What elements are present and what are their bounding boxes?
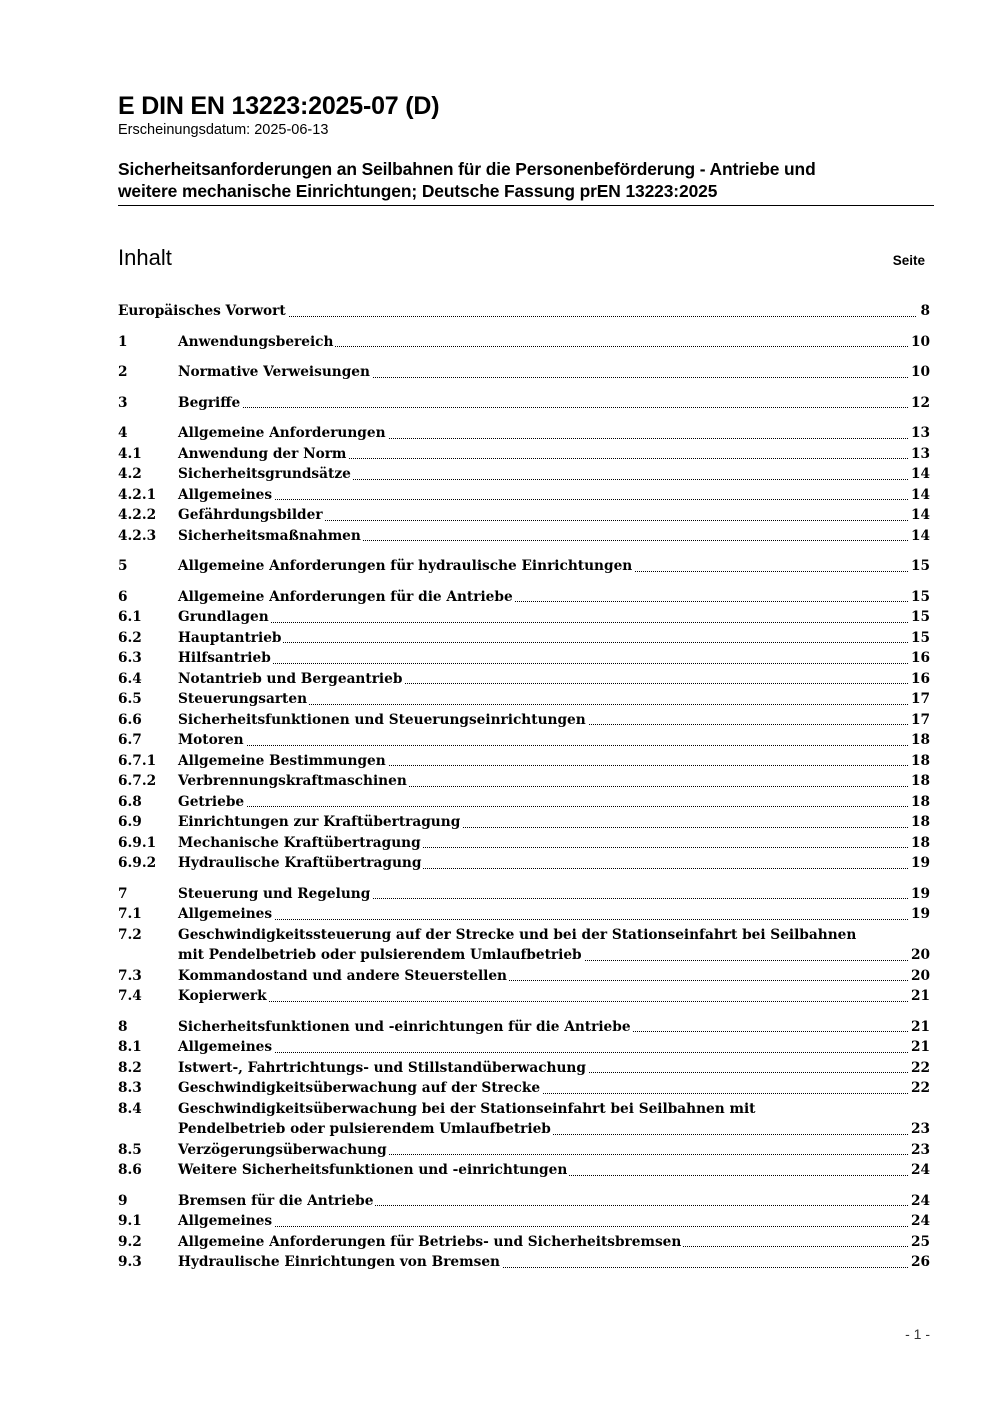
toc-entry-number: 7.4	[118, 988, 142, 1004]
toc-entry-number: 9.2	[118, 1233, 142, 1250]
toc-entry-title: Geschwindigkeitsüberwachung auf der Strecke	[178, 1078, 542, 1099]
toc-entry-number: 7.3	[118, 967, 142, 984]
toc-entry[interactable]	[118, 1017, 930, 1038]
toc-entry[interactable]	[118, 986, 930, 1007]
toc-entry[interactable]	[118, 393, 930, 414]
toc-entry[interactable]	[118, 1191, 930, 1212]
toc-entry-line	[118, 884, 930, 905]
toc-entry-line	[118, 393, 930, 414]
toc-entry-number: 6.2	[118, 629, 142, 646]
toc-entry-title: Anwendungsbereich	[178, 332, 335, 353]
toc-entry[interactable]	[118, 607, 930, 628]
toc-entry-page: 15	[908, 556, 930, 577]
toc-entry-line	[118, 689, 930, 710]
toc-entry-page: 16	[908, 669, 930, 690]
toc-entry-number: 8.4	[118, 1100, 142, 1117]
toc-entry[interactable]	[118, 792, 930, 813]
toc-entry-number: 3	[118, 394, 128, 411]
toc-entry-page: 23	[908, 1119, 930, 1140]
toc-entry[interactable]	[118, 730, 930, 751]
toc-entry-line	[118, 485, 930, 506]
toc-entry-line	[118, 1058, 930, 1079]
toc-entry-page: 8	[917, 301, 930, 322]
toc-entry-number: 9	[118, 1192, 128, 1209]
toc-entry-number: 5	[118, 558, 128, 574]
toc-entry-line	[118, 526, 930, 547]
toc-entry-page: 22	[908, 1058, 930, 1079]
toc-entry-number: 6.9	[118, 814, 142, 830]
toc-entry-title: Grundlagen	[178, 607, 271, 628]
toc-entry-title: Getriebe	[178, 792, 246, 813]
document-title-line: Sicherheitsanforderungen an Seilbahnen für die Personenbeförderung - Antriebe und	[118, 159, 816, 179]
toc-entry-line	[118, 669, 930, 690]
publication-date: Erscheinungsdatum: 2025-06-13	[118, 122, 329, 138]
toc-entry-line	[118, 771, 930, 792]
toc-entry-title: Allgemeine Bestimmungen	[178, 751, 388, 772]
toc-entry-title: Sicherheitsfunktionen und -einrichtungen für die Antriebe	[178, 1017, 633, 1038]
toc-entry-page: 16	[908, 648, 930, 669]
toc-entry-line	[118, 464, 930, 485]
toc-entry-page: 24	[908, 1191, 930, 1212]
toc-entry-page: 10	[908, 332, 930, 353]
toc-entry-title: Europäisches Vorwort	[118, 301, 288, 322]
toc-entry-line	[118, 1232, 930, 1253]
toc-entry-line	[118, 853, 930, 874]
toc-entry-line	[118, 505, 930, 526]
toc-entry-number: 7.2	[118, 926, 142, 943]
toc-entry-number: 6.3	[118, 650, 142, 666]
toc-entry-title: Sicherheitsmaßnahmen	[178, 526, 363, 547]
toc-entry-page: 23	[908, 1140, 930, 1161]
toc-entry-line	[118, 904, 930, 925]
toc-entry-title: Einrichtungen zur Kraftübertragung	[178, 812, 462, 833]
toc-heading: Inhalt	[118, 245, 172, 270]
toc-entry-line	[118, 812, 930, 833]
toc-entry-title: Gefährdungsbilder	[178, 505, 325, 526]
toc-entry-page: 15	[908, 628, 930, 649]
toc-entry-page: 18	[908, 833, 930, 854]
toc-entry-line	[118, 710, 930, 731]
toc-entry-page: 14	[908, 526, 930, 547]
toc-entry-page: 17	[908, 710, 930, 731]
toc-entry-page: 12	[908, 393, 930, 414]
toc-entry[interactable]	[118, 669, 930, 690]
toc-entry-line	[118, 607, 930, 628]
toc-entry-number: 8.5	[118, 1141, 142, 1158]
toc-entry-title: Bremsen für die Antriebe	[178, 1191, 375, 1212]
toc-entry-number: 4.2.3	[118, 527, 157, 544]
toc-entry[interactable]	[118, 485, 930, 506]
toc-entry[interactable]	[118, 884, 930, 905]
toc-entry-title: Allgemeine Anforderungen für Betriebs- und Sicherheitsbremsen	[178, 1232, 683, 1253]
toc-entry-title: Weitere Sicherheitsfunktionen und -einrichtungen	[178, 1160, 569, 1181]
toc-entry-page: 14	[908, 464, 930, 485]
toc-entry[interactable]	[118, 505, 930, 526]
toc-entry-page: 13	[908, 444, 930, 465]
toc-entry[interactable]	[118, 904, 930, 925]
toc-entry[interactable]	[118, 925, 930, 966]
toc-entry-line	[118, 556, 930, 577]
toc-entry-title: Istwert-, Fahrtrichtungs- und Stillstandüberwachung	[178, 1058, 588, 1079]
toc-entry-line	[118, 1119, 930, 1140]
toc-entry[interactable]	[118, 1099, 930, 1140]
toc-entry-page: 24	[908, 1211, 930, 1232]
toc-entry[interactable]	[118, 628, 930, 649]
toc-entry-title: Sicherheitsgrundsätze	[178, 464, 353, 485]
toc-entry-page: 25	[908, 1232, 930, 1253]
toc-entry-page: 18	[908, 730, 930, 751]
toc-entry[interactable]	[118, 1252, 930, 1273]
toc-entry-line	[118, 730, 930, 751]
toc-entry-title: Pendelbetrieb oder pulsierendem Umlaufbetrieb	[178, 1119, 553, 1140]
toc-page-column-label: Seite	[892, 253, 925, 268]
toc-entry-line	[118, 628, 930, 649]
toc-entry-number: 8.2	[118, 1059, 142, 1076]
toc-entry[interactable]	[118, 332, 930, 353]
document-title-line: weitere mechanische Einrichtungen; Deutsche Fassung prEN 13223:2025	[118, 181, 718, 201]
toc-entry-line	[118, 833, 930, 854]
toc-entry-title: mit Pendelbetrieb oder pulsierendem Umlaufbetrieb	[178, 945, 584, 966]
toc-entry-number: 6.7.2	[118, 773, 157, 789]
toc-entry-title: Kopierwerk	[178, 986, 269, 1007]
toc-entry-number: 6.6	[118, 711, 142, 728]
toc-entry[interactable]	[118, 556, 930, 577]
toc-entry-title: Verbrennungskraftmaschinen	[178, 771, 409, 792]
toc-entry-title: Hilfsantrieb	[178, 648, 273, 669]
toc-entry-number: 6.7	[118, 732, 142, 748]
toc-entry-title: Allgemeine Anforderungen	[178, 423, 388, 444]
toc-entry[interactable]	[118, 587, 930, 608]
toc-entry[interactable]	[118, 689, 930, 710]
toc-entry-title: Sicherheitsfunktionen und Steuerungseinrichtungen	[178, 710, 588, 731]
toc-entry-number: 6.5	[118, 691, 142, 707]
toc-entry-number: 4.2.1	[118, 486, 157, 503]
toc-entry-number: 8.3	[118, 1080, 142, 1096]
toc-entry-number: 6.4	[118, 670, 142, 687]
toc-entry-number: 8	[118, 1018, 128, 1035]
toc-entry[interactable]	[118, 1078, 930, 1099]
toc-entry-page: 21	[908, 1017, 930, 1038]
toc-entry[interactable]	[118, 526, 930, 547]
toc-entry-number: 6.1	[118, 609, 142, 625]
toc-entry-page: 14	[908, 505, 930, 526]
toc-entry-line	[118, 1211, 930, 1232]
toc-entry[interactable]	[118, 812, 930, 833]
toc-entry[interactable]	[118, 1232, 930, 1253]
toc-entry-page: 21	[908, 986, 930, 1007]
toc-entry-page: 18	[908, 792, 930, 813]
toc-entry[interactable]	[118, 833, 930, 854]
toc-entry-page: 20	[908, 945, 930, 966]
toc-entry[interactable]	[118, 464, 930, 485]
toc-entry-title: Normative Verweisungen	[178, 362, 372, 383]
toc-entry-page: 15	[908, 607, 930, 628]
toc-entry-number: 9.1	[118, 1213, 142, 1229]
toc-entry-line	[118, 1099, 930, 1120]
toc-entry[interactable]	[118, 423, 930, 444]
toc-entry-number: 7.1	[118, 906, 142, 922]
toc-entry[interactable]	[118, 1037, 930, 1058]
toc-entry-number: 4.2.2	[118, 507, 157, 523]
toc-entry-title: Kommandostand und andere Steuerstellen	[178, 966, 509, 987]
toc-entry-page: 24	[908, 1160, 930, 1181]
toc-entry-page: 13	[908, 423, 930, 444]
toc-entry-number: 4.1	[118, 445, 142, 462]
toc-entry-title: Allgemeines	[178, 1037, 274, 1058]
toc-entry-title: Allgemeines	[178, 1211, 274, 1232]
toc-entry-title: Mechanische Kraftübertragung	[178, 833, 423, 854]
toc-entry[interactable]	[118, 362, 930, 383]
toc-entry[interactable]	[118, 966, 930, 987]
toc-entry-line	[118, 792, 930, 813]
toc-entry-page: 26	[908, 1252, 930, 1273]
toc-entry-title: Notantrieb und Bergeantrieb	[178, 669, 404, 690]
toc-entry-page: 15	[908, 587, 930, 608]
toc-entry-page: 20	[908, 966, 930, 987]
toc-entry-line	[118, 925, 930, 946]
toc-entry-title: Motoren	[178, 730, 246, 751]
toc-entry-number: 4.2	[118, 466, 142, 482]
toc-entry-page: 10	[908, 362, 930, 383]
toc-entry[interactable]	[118, 1058, 930, 1079]
toc-entry[interactable]	[118, 1211, 930, 1232]
toc-entry-title: Steuerung und Regelung	[178, 884, 372, 905]
toc-entry[interactable]	[118, 853, 930, 874]
toc-entry-page: 18	[908, 771, 930, 792]
toc-entry-page: 17	[908, 689, 930, 710]
toc-entry-line	[118, 648, 930, 669]
toc-entry-line	[118, 966, 930, 987]
toc-entry-title: Anwendung der Norm	[178, 444, 348, 465]
toc-entry-number: 2	[118, 364, 128, 380]
toc-entry-line	[118, 1037, 930, 1058]
toc-entry-title: Geschwindigkeitsüberwachung bei der Stationseinfahrt bei Seilbahnen mit	[178, 1099, 757, 1120]
toc-entry-line	[118, 1078, 930, 1099]
toc-entry-number: 9.3	[118, 1254, 142, 1270]
toc-entry-page: 22	[908, 1078, 930, 1099]
toc-entry-line	[118, 332, 930, 353]
toc-entry-line	[118, 423, 930, 444]
toc-entry-line	[118, 1191, 930, 1212]
toc-entry-line	[118, 587, 930, 608]
toc-entry-page: 21	[908, 1037, 930, 1058]
toc-entry-line	[118, 1140, 930, 1161]
document-id: E DIN EN 13223:2025-07 (D)	[118, 92, 440, 120]
toc-entry-line	[118, 1252, 930, 1273]
toc-entry-line	[118, 986, 930, 1007]
toc-entry-number: 4	[118, 425, 128, 441]
toc-entry-page: 19	[908, 853, 930, 874]
toc-entry[interactable]	[118, 771, 930, 792]
toc-entry-number: 7	[118, 885, 128, 902]
toc-entry-title: Hydraulische Einrichtungen von Bremsen	[178, 1252, 502, 1273]
toc-entry-title: Hydraulische Kraftübertragung	[178, 853, 423, 874]
toc-entry[interactable]	[118, 1140, 930, 1161]
toc-entry-number: 6.9.1	[118, 834, 157, 851]
toc-entry-number: 6	[118, 588, 128, 605]
toc-entry-line	[118, 945, 930, 966]
toc-entry-title: Hauptantrieb	[178, 628, 283, 649]
toc-entry-line	[118, 444, 930, 465]
toc-entry[interactable]	[118, 648, 930, 669]
toc-entry-title: Begriffe	[178, 393, 242, 414]
toc-entry-line	[118, 1017, 930, 1038]
toc-entry-number: 6.8	[118, 793, 142, 810]
toc-entry-title: Verzögerungsüberwachung	[178, 1140, 389, 1161]
toc-entry-title: Steuerungsarten	[178, 689, 309, 710]
toc-entry-number: 6.9.2	[118, 855, 157, 871]
toc-entry[interactable]	[118, 301, 930, 322]
toc-entry-title: Allgemeine Anforderungen für hydraulische Einrichtungen	[178, 556, 634, 577]
toc-entry-page: 18	[908, 812, 930, 833]
toc-entry-title: Allgemeine Anforderungen für die Antriebe	[178, 587, 515, 608]
toc-entry-number: 1	[118, 333, 128, 350]
toc-entry-title: Allgemeines	[178, 904, 274, 925]
toc-entry-number: 8.1	[118, 1039, 142, 1055]
toc-entry-page: 18	[908, 751, 930, 772]
toc-entry-line	[118, 751, 930, 772]
toc-entry-page: 14	[908, 485, 930, 506]
toc-entry-line	[118, 362, 930, 383]
footer-page-number: - 1 -	[905, 1326, 930, 1342]
toc-entry-page: 19	[908, 884, 930, 905]
toc-entry[interactable]	[118, 444, 930, 465]
toc-entry[interactable]	[118, 710, 930, 731]
toc-entry[interactable]	[118, 1160, 930, 1181]
toc-entry-line	[118, 1160, 930, 1181]
toc-entry-title: Geschwindigkeitssteuerung auf der Strecke und bei der Stationseinfahrt bei Seilbahnen	[178, 925, 858, 946]
toc-entry-number: 8.6	[118, 1162, 142, 1178]
toc-entry-number: 6.7.1	[118, 752, 157, 769]
toc-entry-line	[118, 301, 930, 322]
toc-entry-title: Allgemeines	[178, 485, 274, 506]
toc-entry-page: 19	[908, 904, 930, 925]
toc-entry[interactable]	[118, 751, 930, 772]
